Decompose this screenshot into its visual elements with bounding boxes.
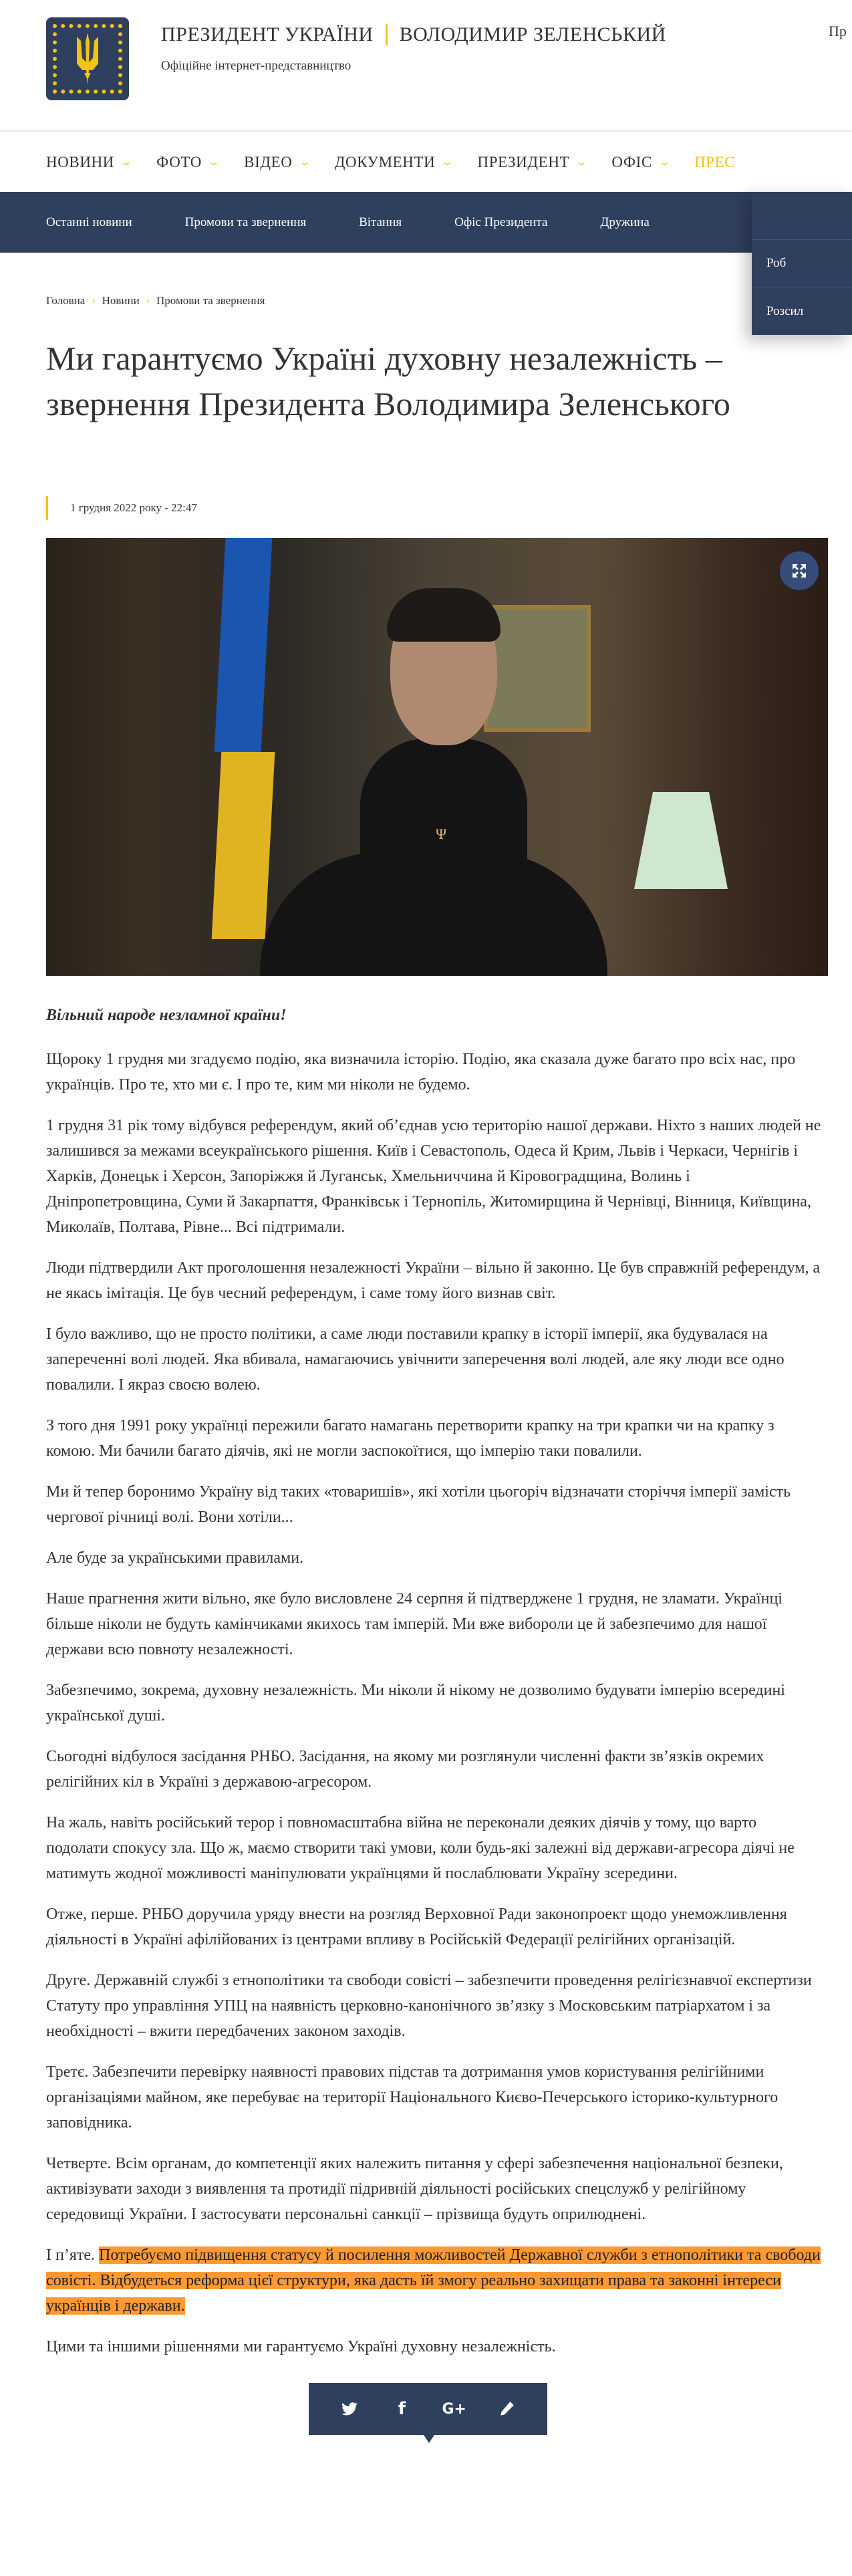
article-paragraph: На жаль, навіть російський терор і повномасштабна війна не переконали деяких діячів у тому, що варто подолати спокусу зла. Що ж, маємо створити такі умови, коли будь-які залежні від держави-агресора діячі не матимуть жодної можливості маніпулювати українцями й послаблювати Україну зсередини. — [46, 1814, 795, 1882]
nav-item-video[interactable] — [244, 154, 309, 171]
article-paragraph: Четверте. Всім органам, до компетенції яких належить питання у сфері забезпечення національної безпеки, активізувати заходи з виявлення та протидії підривній діяльності російських спецслужб у релігійному середовищі України. І застосувати персональні санкції – прізвища будуть оприлюднені. — [46, 2155, 783, 2223]
chevron-down-icon: ⌄ — [120, 157, 133, 168]
header-right-link[interactable]: Пр — [829, 23, 847, 39]
selected-highlighted-text[interactable]: Потребуємо підвищення статусу й посилення можливостей Державної служби з етнополітики та свободи совісті. Відбудеться реформа цієї структури, яка дасть їй змогу реально захищати права та законні інтереси українців і держави. — [46, 2246, 821, 2315]
page-title: Ми гарантуємо Україні духовну незалежність – звернення Президента Володимира Зеленського — [46, 340, 730, 422]
share-selection-popover — [309, 2383, 547, 2435]
share-facebook-button[interactable] — [388, 2396, 415, 2422]
fullscreen-button[interactable] — [780, 551, 819, 590]
brand-title-right: ВОЛОДИМИР ЗЕЛЕНСЬКИЙ — [399, 23, 666, 45]
article-paragraph: Ми й тепер боронимо Україну від таких «товаришів», які хотіли цьогоріч відзначати сторіччя імперії замість чергової річниці волі. Вони хотіли... — [46, 1483, 791, 1526]
chevron-down-icon: ⌄ — [441, 157, 454, 168]
sub-nav — [0, 192, 852, 253]
article-paragraph: Наше прагнення жити вільно, яке було висловлене 24 серпня й підтверджене 1 грудня, не зламати. Українці більше ніколи не будуть камінчиками якихось там імперій. Ми вже вибороли це й забезпечимо для нашої держави всю повноту незалежності. — [46, 1590, 783, 1658]
report-typo-button[interactable] — [493, 2396, 520, 2422]
article-paragraph: Люди підтвердили Акт проголошення незалежності України – вільно й законно. Це був справжній референдум, а не якась імітація. Це був чесний референдум, і саме тому його визнав світ. — [46, 1259, 821, 1302]
article-paragraph: Сьогодні відбулося засідання РНБО. Засідання, на якому ми розглянули численні факти зв’язків окремих релігійних кіл в Україні з державою-агресором. — [46, 1748, 764, 1791]
sub-nav-office[interactable]: Офіс Президента — [454, 215, 548, 229]
dropdown-item[interactable]: Роб — [752, 240, 852, 287]
article-body — [46, 1003, 821, 2375]
nav-item-office[interactable] — [611, 154, 669, 171]
trident-icon — [73, 33, 102, 85]
brand-separator — [386, 24, 388, 45]
article-paragraph-fifth — [46, 2242, 821, 2319]
sub-nav-spouse[interactable]: Дружина — [600, 215, 650, 229]
article-paragraph: Забезпечимо, зокрема, духовну незалежність. Ми ніколи й нікому не дозволимо будувати імперію всередині української душі. — [46, 1682, 785, 1724]
nav-label: ДОКУМЕНТИ — [334, 153, 436, 170]
logo-coat-of-arms[interactable] — [46, 17, 129, 100]
lamp-shape — [634, 792, 728, 889]
article-date: 1 грудня 2022 року - 22:47 — [46, 496, 197, 520]
nav-label: ОФІС — [611, 153, 652, 170]
nav-item-news[interactable] — [46, 154, 131, 171]
dropdown-item[interactable]: Розсил — [766, 303, 804, 318]
chevron-down-icon: ⌄ — [298, 157, 311, 168]
expand-arrows-icon — [791, 563, 807, 579]
sub-nav-latest-news[interactable]: Останні новини — [46, 215, 132, 229]
chevron-right-icon: › — [146, 295, 150, 306]
pencil-icon — [498, 2400, 515, 2418]
chevron-down-icon: ⌄ — [208, 157, 221, 168]
flag-shape — [215, 538, 273, 752]
article-paragraph: Отже, перше. РНБО доручила уряду внести на розгляд Верховної Ради законопроект щодо унеможливлення діяльності в Україні афілійованих із центрами впливу в Російській Федерації релігійних організацій. — [46, 1906, 787, 1948]
breadcrumb-news[interactable]: Новини — [102, 294, 140, 307]
chevron-down-icon: ⌄ — [658, 157, 671, 168]
article-image[interactable] — [46, 538, 828, 976]
breadcrumb-speeches[interactable]: Промови та звернення — [156, 294, 265, 307]
article-paragraph: З того дня 1991 року українці пережили багато намагань перетворити крапку на три крапки чи на крапку з комою. Ми бачили багато діячів, які не могли заспокоїтися, що імперію таки повалили. — [46, 1417, 774, 1460]
nav-label: ФОТО — [156, 153, 202, 170]
nav-item-president[interactable] — [478, 154, 587, 171]
chevron-down-icon: ⌄ — [575, 157, 588, 168]
press-dropdown-menu — [752, 192, 852, 335]
article-paragraph: 1 грудня 31 рік тому відбувся референдум, який об’єднав усю територію нашої держави. Ніхто з наших людей не залишився за межами всеукраїнського рішення. Київ і Севастополь, Одеса й Крим, Львів і Черкаси, Чернігів і Харків, Донецьк і Херсон, Запоріжжя й Луганськ, Хмельниччина й Кіровоградщина, Волинь і Дніпропетровщина, Суми й Закарпаття, Франківськ і Тернопіль, Житомирщина й Чернівці, Вінниця, Київщина, Миколаїв, Полтава, Рівне... Всі підтримали. — [46, 1117, 821, 1236]
sub-nav-speeches[interactable]: Промови та звернення — [184, 215, 307, 229]
fifth-prefix: І п’яте. — [46, 2246, 100, 2264]
brand — [161, 24, 666, 74]
facebook-icon: f — [398, 2399, 406, 2419]
article-paragraph: Третє. Забезпечити перевірку наявності правових підстав та дотримання умов користування релігійними організаціями майном, яке перебуває на території Національного Києво-Печерського історико-культурного заповідника. — [46, 2063, 778, 2132]
breadcrumb — [46, 294, 265, 307]
article-closing: Цими та іншими рішеннями ми гарантуємо Україні духовну незалежність. — [46, 2338, 556, 2355]
flag-shape — [212, 752, 275, 939]
article-paragraph: Щороку 1 грудня ми згадуємо подію, яка визначила історію. Подію, яка сказала дуже багато про всіх нас, про українців. Про те, хто ми є. І про те, ким ми ніколи не будемо. — [46, 1051, 796, 1093]
article-paragraph: Друге. Державній службі з етнополітики та свободи совісті – забезпечити проведення релігієзнавчої експертизи Статуту про управління УПЦ на наявність церковно-канонічного зв’язку з Московським патріархатом і за необхідності – вжити передбачених законом заходів. — [46, 1972, 812, 2040]
sub-nav-greetings[interactable]: Вітання — [359, 215, 402, 229]
article-paragraph: І було важливо, що не просто політики, а саме люди поставили крапку в історії імперії, яка будувалася на запереченні волі людей. Яка вбивала, намагаючись увічнити заперечення волі людей, але яку люди все одно повалили. І якраз своєю волею. — [46, 1325, 785, 1394]
google-plus-icon: G+ — [442, 2400, 466, 2418]
breadcrumb-home[interactable]: Головна — [46, 294, 86, 307]
twitter-icon — [341, 2400, 358, 2418]
chevron-right-icon: › — [92, 295, 96, 306]
article-lead: Вільний народе незламної країни! — [46, 1007, 287, 1024]
share-twitter-button[interactable] — [336, 2396, 363, 2422]
share-google-plus-button[interactable] — [441, 2396, 468, 2422]
dropdown-item[interactable] — [752, 192, 852, 240]
trident-icon: Ψ — [436, 825, 447, 842]
brand-title[interactable] — [161, 24, 666, 45]
nav-label: ПРЕЗИДЕНТ — [477, 153, 570, 170]
brand-subtitle: Офіційне інтернет-представництво — [161, 59, 351, 73]
person-shape — [260, 852, 607, 976]
nav-item-photo[interactable] — [156, 154, 219, 171]
nav-label: ВІДЕО — [244, 153, 293, 170]
logo-ornament-frame — [53, 24, 122, 94]
nav-item-press[interactable] — [694, 154, 735, 171]
person-shape — [387, 588, 501, 642]
main-nav — [0, 132, 852, 192]
article-paragraph: Але буде за українськими правилами. — [46, 1549, 304, 1567]
nav-label: НОВИНИ — [46, 153, 114, 170]
nav-item-documents[interactable] — [335, 154, 452, 171]
site-header — [0, 0, 852, 132]
brand-title-left: ПРЕЗИДЕНТ УКРАЇНИ — [161, 23, 374, 45]
nav-label: ПРЕС — [694, 153, 736, 170]
